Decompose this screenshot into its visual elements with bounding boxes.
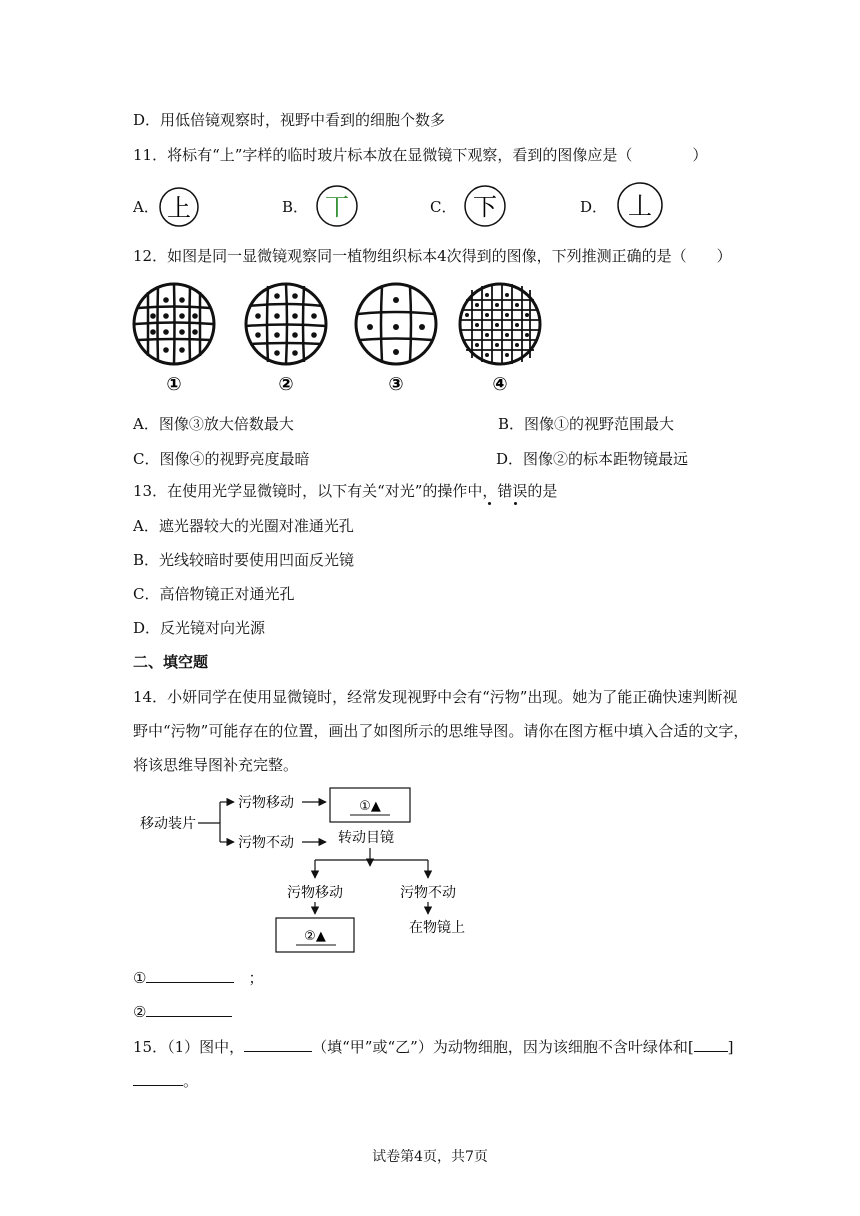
q15-part-a: 15．（1）图中， [133, 1038, 245, 1056]
q14-mind-map [130, 780, 490, 960]
q15-part-c: ] [727, 1038, 734, 1056]
rotate-eyepiece: 转动目镜 [338, 830, 394, 846]
q12-microscope-images [128, 280, 548, 400]
answer-1-label: ① [133, 969, 147, 987]
q11-stem: 11．将标有“上”字样的临时玻片标本放在显微镜下观察，看到的图像应是（ ） [133, 146, 708, 164]
q11-option-b-label: B． [282, 198, 309, 216]
q15-blank-3[interactable] [133, 1071, 183, 1086]
q15-line-1 [133, 1037, 734, 1057]
sub-dirt-still: 污物不动 [400, 885, 456, 901]
q14-line-1: 14．小妍同学在使用显微镜时，经常发现视野中会有“污物”出现。她为了能正确快速判断视 [133, 688, 738, 706]
q11-option-b-image [314, 183, 360, 229]
emphasis-dot [488, 502, 491, 505]
q11-option-c-image [462, 183, 508, 229]
q13-option-c: C．高倍物镜正对通光孔 [133, 585, 295, 603]
result-objective: 在物镜上 [409, 920, 465, 936]
q12-option-c: C．图像④的视野亮度最暗 [133, 450, 310, 468]
answer-box-2-label: ②▲ [304, 929, 326, 944]
q14-line-3: 将该思维导图补充完整。 [133, 756, 299, 774]
q12-figure-label-4: ④ [492, 374, 508, 395]
q13-stem: 13．在使用光学显微镜时，以下有关“对光”的操作中，错误的是 [133, 482, 558, 500]
branch-dirt-moves: 污物移动 [238, 795, 294, 811]
q12-stem: 12．如图是同一显微镜观察同一植物组织标本4次得到的图像，下列推测正确的是（ ） [133, 247, 732, 265]
q12-figure-label-2: ② [278, 374, 294, 395]
emphasis-dot [514, 502, 517, 505]
q15-blank-2[interactable] [694, 1037, 728, 1052]
q11-option-c-label: C． [430, 198, 457, 216]
q12-image-1 [134, 284, 214, 364]
q12-option-b: B．图像①的视野范围最大 [498, 415, 675, 433]
sub-dirt-moves: 污物移动 [287, 885, 343, 901]
q10-option-d: D．用低倍镜观察时，视野中看到的细胞个数多 [133, 111, 446, 129]
answer-2-blank[interactable] [146, 1002, 232, 1017]
q11-option-a-glyph: 上 [167, 194, 191, 222]
q12-figure-label-1: ① [166, 374, 182, 395]
page-footer: 试卷第4页，共7页 [372, 1149, 488, 1165]
q11-option-c-glyph: 下 [473, 193, 497, 221]
q13-option-d: D．反光镜对向光源 [133, 619, 266, 637]
q12-option-d: D．图像②的标本距物镜最远 [496, 450, 689, 468]
answer-1-suffix: ； [248, 969, 264, 987]
q13-option-a: A．遮光器较大的光圈对准通光孔 [133, 517, 354, 535]
q14-answer-1 [133, 968, 263, 988]
q15-line-2 [133, 1071, 198, 1091]
q11-option-d-label: D． [580, 198, 608, 216]
answer-1-blank[interactable] [146, 968, 234, 983]
q12-figure-label-3: ③ [388, 374, 404, 395]
branch-dirt-still: 污物不动 [238, 835, 294, 851]
q15-blank-1[interactable] [244, 1037, 312, 1052]
q15-end: 。 [183, 1072, 199, 1090]
q14-answer-2 [133, 1002, 232, 1022]
q14-line-2: 野中“污物”可能存在的位置，画出了如图所示的思维导图。请你在图方框中填入合适的文字， [133, 722, 749, 740]
q12-image-4 [460, 284, 540, 364]
q15-part-b: （填“甲”或“乙”）为动物细胞，因为该细胞不含叶绿体和[ [312, 1038, 694, 1056]
q13-option-b: B．光线较暗时要使用凹面反光镜 [133, 551, 355, 569]
q12-option-a: A．图像③放大倍数最大 [133, 415, 294, 433]
section-title: 二、填空题 [133, 653, 209, 671]
q11-option-d-glyph: 丄 [628, 192, 652, 220]
answer-box-1-label: ①▲ [359, 799, 381, 814]
q11-option-b-glyph: 丅 [325, 193, 349, 221]
answer-2-label: ② [133, 1003, 147, 1021]
q12-image-3 [356, 284, 436, 364]
q11-option-a-image [157, 185, 201, 229]
mind-map-start: 移动装片 [140, 816, 196, 832]
q12-image-2 [246, 284, 326, 364]
q11-option-d-image [614, 180, 666, 230]
q11-option-a-label: A． [133, 198, 159, 216]
